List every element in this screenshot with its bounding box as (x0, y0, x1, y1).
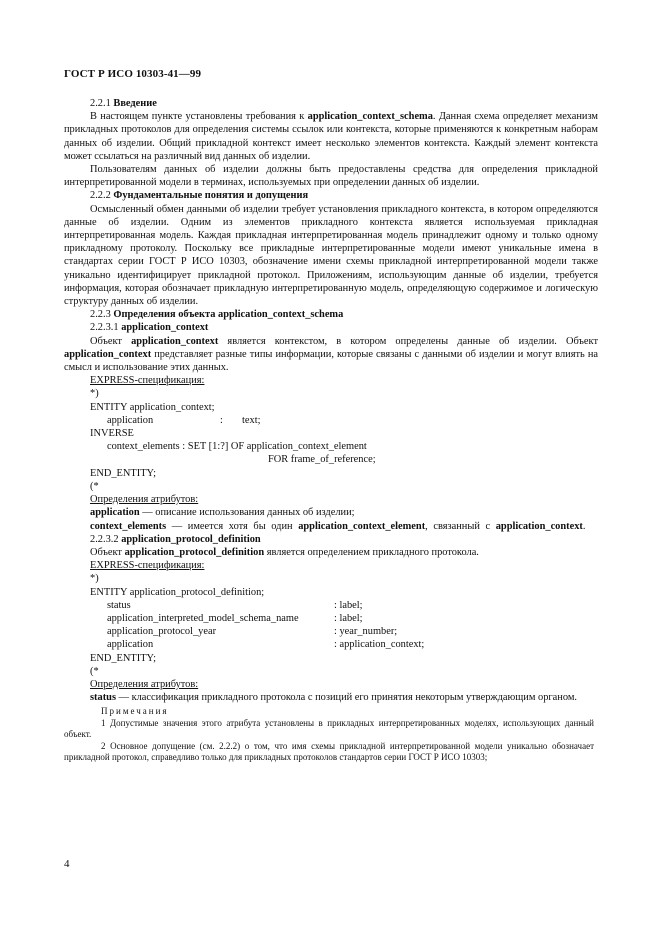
text: Объект (90, 546, 125, 558)
document-body (64, 97, 598, 763)
term: application_protocol_definition (124, 546, 265, 558)
end-entity: END_ENTITY; (90, 467, 156, 479)
express-open: *) (90, 573, 99, 585)
text: — описание использования данных об изделии; (139, 507, 355, 519)
express-spec-label: EXPRESS-спецификация: (90, 375, 205, 387)
attribute-definition (64, 691, 598, 704)
section-2-2-3-2-heading (64, 533, 598, 546)
entity-attribute (64, 638, 598, 651)
section-title: Фундаментальные понятия и допущения (113, 190, 309, 202)
paragraph (64, 110, 598, 163)
text: . (582, 520, 586, 532)
term: application_context_schema (307, 111, 433, 123)
section-2-2-2-heading (64, 189, 598, 202)
paragraph: Осмысленный обмен данными об изделии требует установления прикладного контекста, в котором определяются данные об изделии. Одним из элементов прикладного контекста является используемая прикладная интерпретированная модель. Каждая прикладная интерпретированная модель принадлежит одному и только одному прикладному протоколу. Поскольку все прикладные интерпретированные модели имеют уникальные имена в стандартах серии ГОСТ Р ИСО 10303, обозначение имени схемы прикладной интерпретированной модели также уникально идентифицирует прикладной протокол. Приложениям, использующим данные об изделии, требуется информация, которая обозначает прикладную интерпретированную модель, определяющую содержимое и логическую структуру данных об изделии. (64, 203, 598, 308)
inverse-attribute: context_elements : SET [1:?] OF application_context_element (107, 441, 367, 453)
attribute-definitions-label: Определения атрибутов: (90, 494, 199, 506)
attribute-type: : year_number; (334, 626, 398, 638)
notes-heading: Примечания (101, 706, 169, 717)
section-2-2-3-heading (64, 308, 598, 321)
entity-declaration: ENTITY application_context; (90, 401, 215, 413)
section-title: application_context (121, 322, 209, 334)
attribute-definition (64, 520, 598, 533)
section-title: Определения объекта application_context_schema (113, 309, 344, 321)
term: application_context (131, 335, 219, 347)
text: , связанный с (425, 520, 496, 532)
attribute-definitions-label: Определения атрибутов: (90, 678, 199, 690)
term: context_elements (90, 520, 167, 532)
text: является контекстом, в котором определены данные об изделии. Объект (218, 335, 598, 347)
paragraph (64, 335, 598, 375)
express-open: *) (90, 388, 99, 400)
text: — имеется хотя бы один (166, 520, 299, 532)
term: status (90, 692, 116, 704)
inverse-for: FOR frame_of_reference; (268, 454, 376, 466)
attribute-definition (64, 506, 598, 519)
section-number: 2.2.3.2 (90, 533, 119, 545)
section-number: 2.2.3 (90, 309, 111, 321)
inverse-keyword: INVERSE (90, 428, 134, 440)
term: application (90, 507, 140, 519)
express-close: (* (90, 665, 99, 677)
text: является определением прикладного протокола. (264, 546, 479, 558)
notes-block (64, 706, 598, 763)
text: В настоящем пункте установлены требования к (90, 111, 308, 123)
entity-attribute (64, 612, 598, 625)
text: — классификация прикладного протокола с позиций его принятия некоторым утверждающим органом. (115, 692, 577, 704)
attribute-name: application (107, 639, 154, 651)
attribute-name: application_protocol_year (107, 626, 217, 638)
entity-attribute (64, 625, 598, 638)
section-2-2-3-1-heading (64, 321, 598, 334)
section-title: application_protocol_definition (121, 533, 261, 545)
attribute-type: : label; (334, 599, 363, 611)
attribute-name: application (107, 414, 154, 426)
term: application_context (64, 348, 152, 360)
term: application_context_element (298, 520, 426, 532)
section-number: 2.2.1 (90, 98, 111, 109)
attribute-type: text; (242, 414, 261, 426)
text: . Данная схема определяет механизм прикладных протоколов для определения системы ссылок или контекста, которые применяются к конкретным наборам данных об изделии. Общий прикладной контекст имеет несколько элементов контекста. Каждый элемент контекста может ссылаться на различный вид данных об изделии. (64, 111, 598, 162)
paragraph (64, 546, 598, 559)
section-number: 2.2.3.1 (90, 322, 119, 334)
entity-attribute (64, 414, 598, 427)
section-2-2-1-heading (64, 97, 598, 110)
note-item: 2 Основное допущение (см. 2.2.2) о том, что имя схемы прикладной интерпретированной модели уникально обозначает прикладной протокол, справедливо только для прикладных протоколов стандартов серии ГОСТ Р ИСО 10303; (64, 740, 594, 762)
section-title: Введение (113, 98, 157, 109)
express-spec-label: EXPRESS-спецификация: (90, 560, 205, 572)
entity-declaration: ENTITY application_protocol_definition; (90, 586, 265, 598)
attribute-name: application_interpreted_model_schema_name (107, 612, 299, 624)
attribute-name: status (107, 599, 131, 611)
attribute-type: : application_context; (334, 639, 425, 651)
attribute-colon: : (220, 414, 223, 426)
page-number: 4 (64, 858, 70, 870)
entity-attribute (64, 599, 598, 612)
end-entity: END_ENTITY; (90, 652, 156, 664)
text: Объект (90, 335, 132, 347)
term: application_context (495, 520, 583, 532)
attribute-type: : label; (334, 612, 363, 624)
note-item: 1 Допустимые значения этого атрибута установлены в прикладных интерпретированных моделях, использующих данный объект. (64, 717, 594, 740)
text: представляет разные типы информации, которые связаны с данными об изделии и могут влиять на смысл и использование этих данных. (64, 348, 598, 374)
section-number: 2.2.2 (90, 190, 111, 202)
express-close: (* (90, 480, 99, 492)
page-header: ГОСТ Р ИСО 10303-41—99 (64, 68, 202, 80)
paragraph: Пользователям данных об изделии должны быть предоставлены средства для определения прикладной интерпретированной модели в терминах, используемых при определении данных об изделии. (64, 164, 598, 189)
